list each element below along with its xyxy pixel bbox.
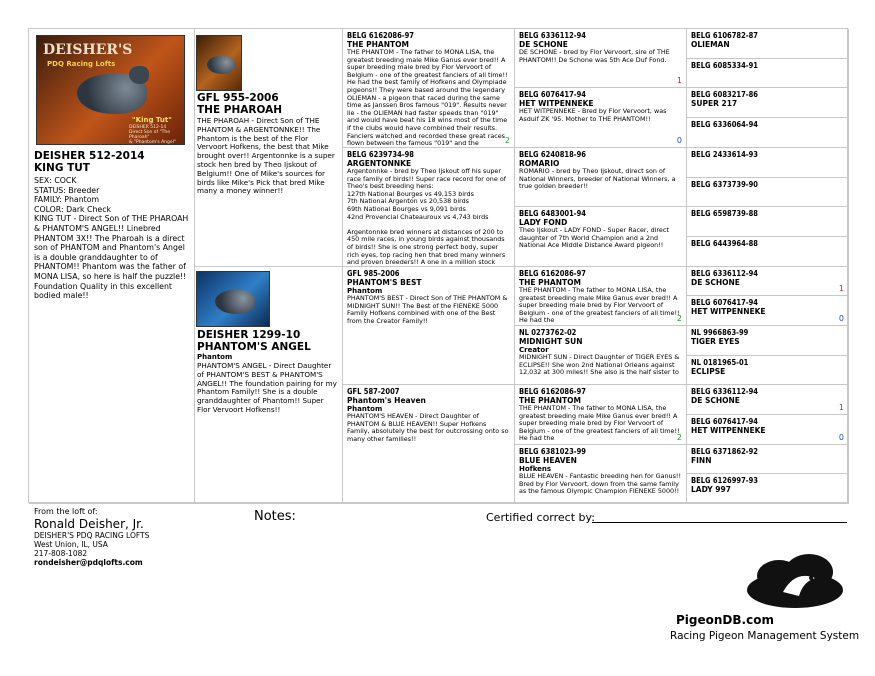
ggp-strain: Hofkens bbox=[519, 465, 552, 473]
gggp-cell bbox=[687, 296, 849, 326]
subject-name: KING TUT bbox=[34, 162, 90, 174]
certified-label: Certified correct by: bbox=[486, 511, 595, 524]
pedigree-grid bbox=[28, 28, 848, 503]
ggp-desc: THE PHANTOM - The father to MONA LISA, the greatest breeding male Mike Ganus ever bred!! A super breeding male bred by Flor Vervoort of Belgium - one of the greatest fanciers of all time!! He had the bbox=[519, 404, 680, 443]
gggp-cell bbox=[687, 445, 849, 474]
grandparent-name: THE PHANTOM bbox=[347, 40, 409, 49]
sire-name: THE PHAROAH bbox=[197, 104, 283, 116]
gggp-name: OLIEMAN bbox=[691, 40, 730, 49]
gggp-band: BELG 6126997-93 bbox=[691, 476, 758, 485]
ggp-desc: MIDNIGHT SUN - Direct Daughter of TIGER EYES & ECLIPSE!! She won 2nd National Orleans against 12,032 at 300 miles!! She also is the half sister to bbox=[519, 353, 680, 377]
ggp-band: BELG 6240818-96 bbox=[519, 150, 586, 159]
gggp-name: DE SCHONE bbox=[691, 396, 740, 405]
gggp-cell bbox=[687, 148, 849, 178]
grandparent-cell bbox=[343, 385, 515, 504]
great-grandparent-cell bbox=[515, 326, 687, 385]
gggp-name: ECLIPSE bbox=[691, 367, 726, 376]
dam-photo bbox=[196, 271, 270, 327]
gggp-cell bbox=[687, 237, 849, 267]
gggp-cell bbox=[687, 29, 849, 59]
ggp-name: MIDNIGHT SUN bbox=[519, 337, 583, 346]
gggp-band: BELG 6373739-90 bbox=[691, 180, 758, 189]
great-grandparent-cell bbox=[515, 267, 687, 326]
great-grandparent-cell bbox=[515, 88, 687, 148]
pigeondb-logo-icon bbox=[743, 552, 847, 612]
gggp-band: BELG 6336112-94 bbox=[691, 269, 758, 278]
gggp-cell bbox=[687, 88, 849, 118]
gggp-name: TIGER EYES bbox=[691, 337, 740, 346]
dam-desc: PHANTOM'S ANGEL - Direct Daughter of PHANTOM'S BEST & PHANTOM'S ANGEL!! The foundation pairing for my Phantom Family!! She is a double granddaughter of Phantom!! Super Flor Vervoort Hofkens!! bbox=[197, 361, 337, 414]
gggp-band: BELG 6085334-91 bbox=[691, 61, 758, 70]
ggp-band: NL 0273762-02 bbox=[519, 328, 577, 337]
subject-band: DEISHER 512-2014 bbox=[34, 150, 145, 162]
grandparent-name: Phantom's Heaven bbox=[347, 396, 426, 405]
dam-pigeon-image bbox=[215, 290, 255, 314]
gggp-cell bbox=[687, 178, 849, 207]
sire-band: GFL 955-2006 bbox=[197, 92, 279, 104]
ggp-name: THE PHANTOM bbox=[519, 278, 581, 287]
ggp-name: DE SCHONE bbox=[519, 40, 568, 49]
gggp-name: SUPER 217 bbox=[691, 99, 738, 108]
signature-line bbox=[592, 522, 847, 523]
dam-band: DEISHER 1299-10 bbox=[197, 329, 301, 341]
dam-cell bbox=[195, 267, 343, 504]
logo-title: DEISHER'S bbox=[43, 42, 133, 58]
line-mark: 0 bbox=[676, 136, 682, 145]
grandparent-band: BELG 6162086-97 bbox=[347, 31, 414, 40]
gggp-cell bbox=[687, 207, 849, 237]
grandparent-band: GFL 985-2006 bbox=[347, 269, 400, 278]
great-grandparent-cell bbox=[515, 385, 687, 445]
gggp-band: NL 9966863-99 bbox=[691, 328, 749, 337]
gggp-band: BELG 6371862-92 bbox=[691, 447, 758, 456]
line-mark: 0 bbox=[838, 433, 844, 442]
dam-name: PHANTOM'S ANGEL bbox=[197, 341, 311, 353]
line-mark: 2 bbox=[504, 136, 510, 145]
line-mark: 0 bbox=[838, 314, 844, 323]
grandparent-band: BELG 6239734-98 bbox=[347, 150, 414, 159]
gggp-name: HET WITPENNEKE bbox=[691, 426, 766, 435]
notes-label: Notes: bbox=[254, 509, 296, 524]
gggp-cell bbox=[687, 415, 849, 445]
ggp-desc: DE SCHONE - bred by Flor Vervoort, sire of THE PHANTOM!! De Schone was 5th Ace Duf Fond. bbox=[519, 48, 670, 64]
grandparent-name: PHANTOM'S BEST bbox=[347, 278, 422, 287]
gggp-band: NL 0181965-01 bbox=[691, 358, 749, 367]
gggp-band: BELG 6106782-87 bbox=[691, 31, 758, 40]
ggp-name: ROMARIO bbox=[519, 159, 560, 168]
sire-photo bbox=[196, 35, 242, 91]
gggp-band: BELG 2433614-93 bbox=[691, 150, 758, 159]
sire-desc: THE PHAROAH - Direct Son of THE PHANTOM & ARGENTONNKE!! The Phantom is the best of the Flor Vervoort Hofkens, the best that Mike brought over!! Argentonnke is a super stock hen bred by Theo Ijskout of Belgium!! One of Mike's sources for birds like Mike's Pick that bred Mike many a money winner!! bbox=[197, 116, 335, 196]
logo-tag: "King Tut" bbox=[132, 116, 172, 124]
gggp-cell bbox=[687, 267, 849, 296]
great-grandparent-cell bbox=[515, 29, 687, 88]
grandparent-desc: PHANTOM'S BEST - Direct Son of THE PHANTOM & MIDNIGHT SUN!! The Best of the FIENEKE 5000 Family Hofkens combined with one of the Best from the Creator Family!! bbox=[347, 294, 508, 325]
ggp-strain: Creator bbox=[519, 346, 549, 354]
ggp-band: BELG 6336112-94 bbox=[519, 31, 586, 40]
ggp-band: BELG 6162086-97 bbox=[519, 387, 586, 396]
sire-cell bbox=[195, 29, 343, 267]
great-grandparent-cell bbox=[515, 207, 687, 267]
gggp-band: BELG 6336064-94 bbox=[691, 120, 758, 129]
subject-photo bbox=[36, 35, 185, 145]
gggp-band: BELG 6083217-86 bbox=[691, 90, 758, 99]
logo-info: DEISHER 512-14 Direct Son of "The Pharoah" & "Phantom's Angel" bbox=[129, 125, 176, 145]
subject-details: SEX: COCK STATUS: Breeder FAMILY: Phantom COLOR: Dark Check KING TUT - Direct Son of THE PHAROAH & PHANTOM'S ANGEL!! Linebred PHANTOM 3X!! The Pharoah is a direct son of PHANTOM and Phantom's Angel is a double granddaughter to of PHANTOM!! Phantom was the father of MONA LISA, so here is half the puzzle!! Foundation Quality in this excellent bodied male!! bbox=[34, 176, 189, 301]
gggp-band: BELG 6336112-94 bbox=[691, 387, 758, 396]
grandparent-strain: Phantom bbox=[347, 287, 383, 295]
ggp-desc: HET WITPENNEKE - Bred by Flor Vervoort, was Asduif ZK '95. Mother to THE PHANTOM!! bbox=[519, 107, 667, 123]
gggp-cell bbox=[687, 385, 849, 415]
grandparent-desc: PHANTOM'S HEAVEN - Direct Daughter of PHANTOM & BLUE HEAVEN!! Super Hofkens Family, absolutely the best for outcrossing onto so many other families!! bbox=[347, 412, 509, 443]
pigeon-head bbox=[129, 66, 149, 84]
great-grandparent-cell bbox=[515, 148, 687, 207]
gggp-cell bbox=[687, 59, 849, 88]
sire-pigeon-image bbox=[207, 56, 235, 74]
dam-strain: Phantom bbox=[197, 353, 233, 361]
brand-tagline: Racing Pigeon Management System bbox=[670, 630, 860, 642]
gggp-cell bbox=[687, 118, 849, 148]
grandparent-name: ARGENTONNKE bbox=[347, 159, 412, 168]
gggp-name: FINN bbox=[691, 456, 712, 465]
grandparent-strain: Phantom bbox=[347, 405, 383, 413]
ggp-band: BELG 6483001-94 bbox=[519, 209, 586, 218]
grandparent-desc: Argentonnke - bred by Theo Ijskout off his super race family of birds!! Super race record for one of Theo's best breeding hens: 127th National Bourges vs 49,153 birds 7th National Argenton vs 20,538 birds 69th National Bourges vs 9,091 birds 42nd Provencial Chateauroux vs 4,743 birds Argentonnke bred winners at distances of 200 to 450 mile races, in young birds against thousands of birds!! She is one strong perfect body, super rich eyes, top racing hen that bred many winners and proven breeders!! A one in a million stock bbox=[347, 167, 506, 267]
line-mark: 2 bbox=[676, 314, 682, 323]
grandparent-cell bbox=[343, 29, 515, 148]
subject-cell bbox=[29, 29, 195, 504]
ggp-name: LADY FOND bbox=[519, 218, 568, 227]
ggp-desc: Theo Ijskout - LADY FOND - Super Racer, direct daughter of 7th World Champion and a 2nd National Ace Middle Distance Award pigeon!! bbox=[519, 226, 669, 250]
gggp-cell bbox=[687, 326, 849, 356]
ggp-desc: THE PHANTOM - The father to MONA LISA, the greatest breeding male Mike Ganus ever bred!! A super breeding male bred by Flor Vervoort of Belgium - one of the greatest fanciers of all time!! He had the bbox=[519, 286, 680, 325]
grandparent-band: GFL 587-2007 bbox=[347, 387, 400, 396]
from-label: From the loft of: bbox=[34, 507, 98, 516]
gggp-band: BELG 6076417-94 bbox=[691, 417, 758, 426]
gggp-band: BELG 6076417-94 bbox=[691, 298, 758, 307]
ggp-desc: ROMARIO - bred by Theo Ijskout, direct son of National Winners, breeder of National Winners, a true golden breeder!! bbox=[519, 167, 676, 191]
line-mark: 2 bbox=[676, 433, 682, 442]
grandparent-desc: THE PHANTOM - The father to MONA LISA, the greatest breeding male Mike Ganus ever bred!! A super breeding male bred by Flor Vervoort of Belgium - one of the greatest fanciers of all time!! He had the best family of Hofkens and Olympiade pigeons!! They were based around the legendary OLIEMAN - a pigeon that raced during the same time as Janssen Bros famous "019". Results never lie - the OLIEMAN had faster speeds than "019" and would have beat his 18 wins most of the time if the clubs would have combined their results. Fanciers watched and recorded these great races flown between the famous "019" and the bbox=[347, 48, 508, 148]
owner-details: DEISHER'S PDQ RACING LOFTS West Union, IL, USA 217-808-1082 bbox=[34, 531, 150, 558]
logo-subtitle: PDQ Racing Lofts bbox=[47, 60, 116, 68]
ggp-name: THE PHANTOM bbox=[519, 396, 581, 405]
line-mark: 1 bbox=[838, 403, 844, 412]
grandparent-cell bbox=[343, 267, 515, 385]
ggp-band: BELG 6162086-97 bbox=[519, 269, 586, 278]
gggp-band: BELG 6598739-88 bbox=[691, 209, 758, 218]
line-mark: 1 bbox=[676, 76, 682, 85]
owner-name: Ronald Deisher, Jr. bbox=[34, 517, 144, 531]
ggp-band: BELG 6076417-94 bbox=[519, 90, 586, 99]
line-mark: 1 bbox=[838, 284, 844, 293]
ggp-name: BLUE HEAVEN bbox=[519, 456, 577, 465]
brand-name: PigeonDB.com bbox=[676, 613, 774, 627]
gggp-band: BELG 6443964-88 bbox=[691, 239, 758, 248]
gggp-name: HET WITPENNEKE bbox=[691, 307, 766, 316]
great-grandparent-cell bbox=[515, 445, 687, 504]
owner-email[interactable]: rondeisher@pdqlofts.com bbox=[34, 558, 143, 567]
gggp-name: LADY 997 bbox=[691, 485, 731, 494]
ggp-band: BELG 6381023-99 bbox=[519, 447, 586, 456]
ggp-desc: BLUE HEAVEN - Fantastic breeding hen for Ganus!! Bred by Flor Vervoort, down from the same family as the famous Olympic Champion FIENEKE 5000!! bbox=[519, 472, 682, 496]
grandparent-cell bbox=[343, 148, 515, 267]
gggp-cell bbox=[687, 356, 849, 385]
gggp-name: DE SCHONE bbox=[691, 278, 740, 287]
ggp-name: HET WITPENNEKE bbox=[519, 99, 594, 108]
gggp-cell bbox=[687, 474, 849, 504]
